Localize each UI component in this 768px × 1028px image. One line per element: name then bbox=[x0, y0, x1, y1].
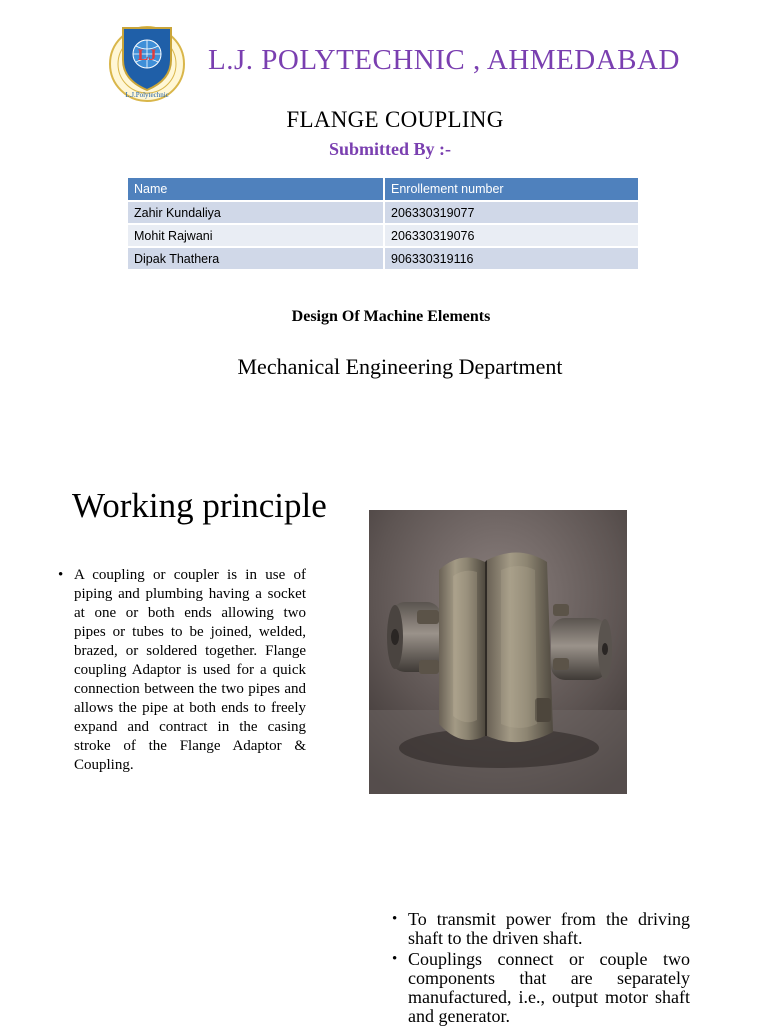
list-item-text: A coupling or coupler is in use of piping and plumbing having a socket at one or both ends allowing two pipes or tubes to be joined, welded, brazed, or soldered together. Flange coupling Adaptor is used for a quick connection between the two pipes and allows the pipe at both ends to freely expand and contract in the casing stroke of the Flange Adaptor & Coupling. bbox=[74, 567, 306, 773]
list-item-text: Couplings connect or couple two components that are separately manufactured, i.e., output motor shaft and generator. bbox=[408, 949, 690, 1026]
student-name: Zahir Kundaliya bbox=[128, 201, 384, 224]
enrollment-number: 206330319076 bbox=[384, 224, 639, 247]
list-item-text: To transmit power from the driving shaft to the driven shaft. bbox=[408, 909, 690, 948]
bullet-icon: • bbox=[392, 951, 398, 967]
student-name: Dipak Thathera bbox=[128, 247, 384, 269]
enrollment-number: 906330319116 bbox=[384, 247, 639, 269]
bullet-icon: • bbox=[58, 567, 64, 583]
functions-list bbox=[392, 910, 690, 1028]
list-item bbox=[58, 566, 306, 775]
working-principle-list bbox=[58, 566, 306, 775]
table-row bbox=[128, 224, 639, 247]
enrollment-number: 206330319077 bbox=[384, 201, 639, 224]
section-title-working-principle: Working principle bbox=[72, 486, 327, 525]
list-item bbox=[392, 950, 690, 1026]
page-title: FLANGE COUPLING bbox=[286, 107, 504, 132]
submitted-by-label: Submitted By :- bbox=[328, 139, 451, 159]
logo-ring-text: L.J.Polytechnic bbox=[125, 91, 169, 99]
table-header-row bbox=[128, 178, 639, 201]
flange-coupling-photo bbox=[369, 510, 627, 794]
logo-letters: LJ bbox=[137, 47, 157, 64]
bullet-icon: • bbox=[392, 911, 398, 927]
department-name: Mechanical Engineering Department bbox=[237, 354, 563, 379]
table-row bbox=[128, 247, 639, 269]
list-item bbox=[392, 910, 690, 948]
college-logo bbox=[108, 22, 186, 102]
student-name: Mohit Rajwani bbox=[128, 224, 384, 247]
column-header-enrollment: Enrollement number bbox=[384, 178, 639, 201]
subject-name: Design Of Machine Elements bbox=[291, 308, 491, 325]
table-row bbox=[128, 201, 639, 224]
students-table bbox=[128, 178, 640, 269]
column-header-name: Name bbox=[128, 178, 384, 201]
college-name: L.J. POLYTECHNIC , AHMEDABAD bbox=[208, 44, 680, 76]
